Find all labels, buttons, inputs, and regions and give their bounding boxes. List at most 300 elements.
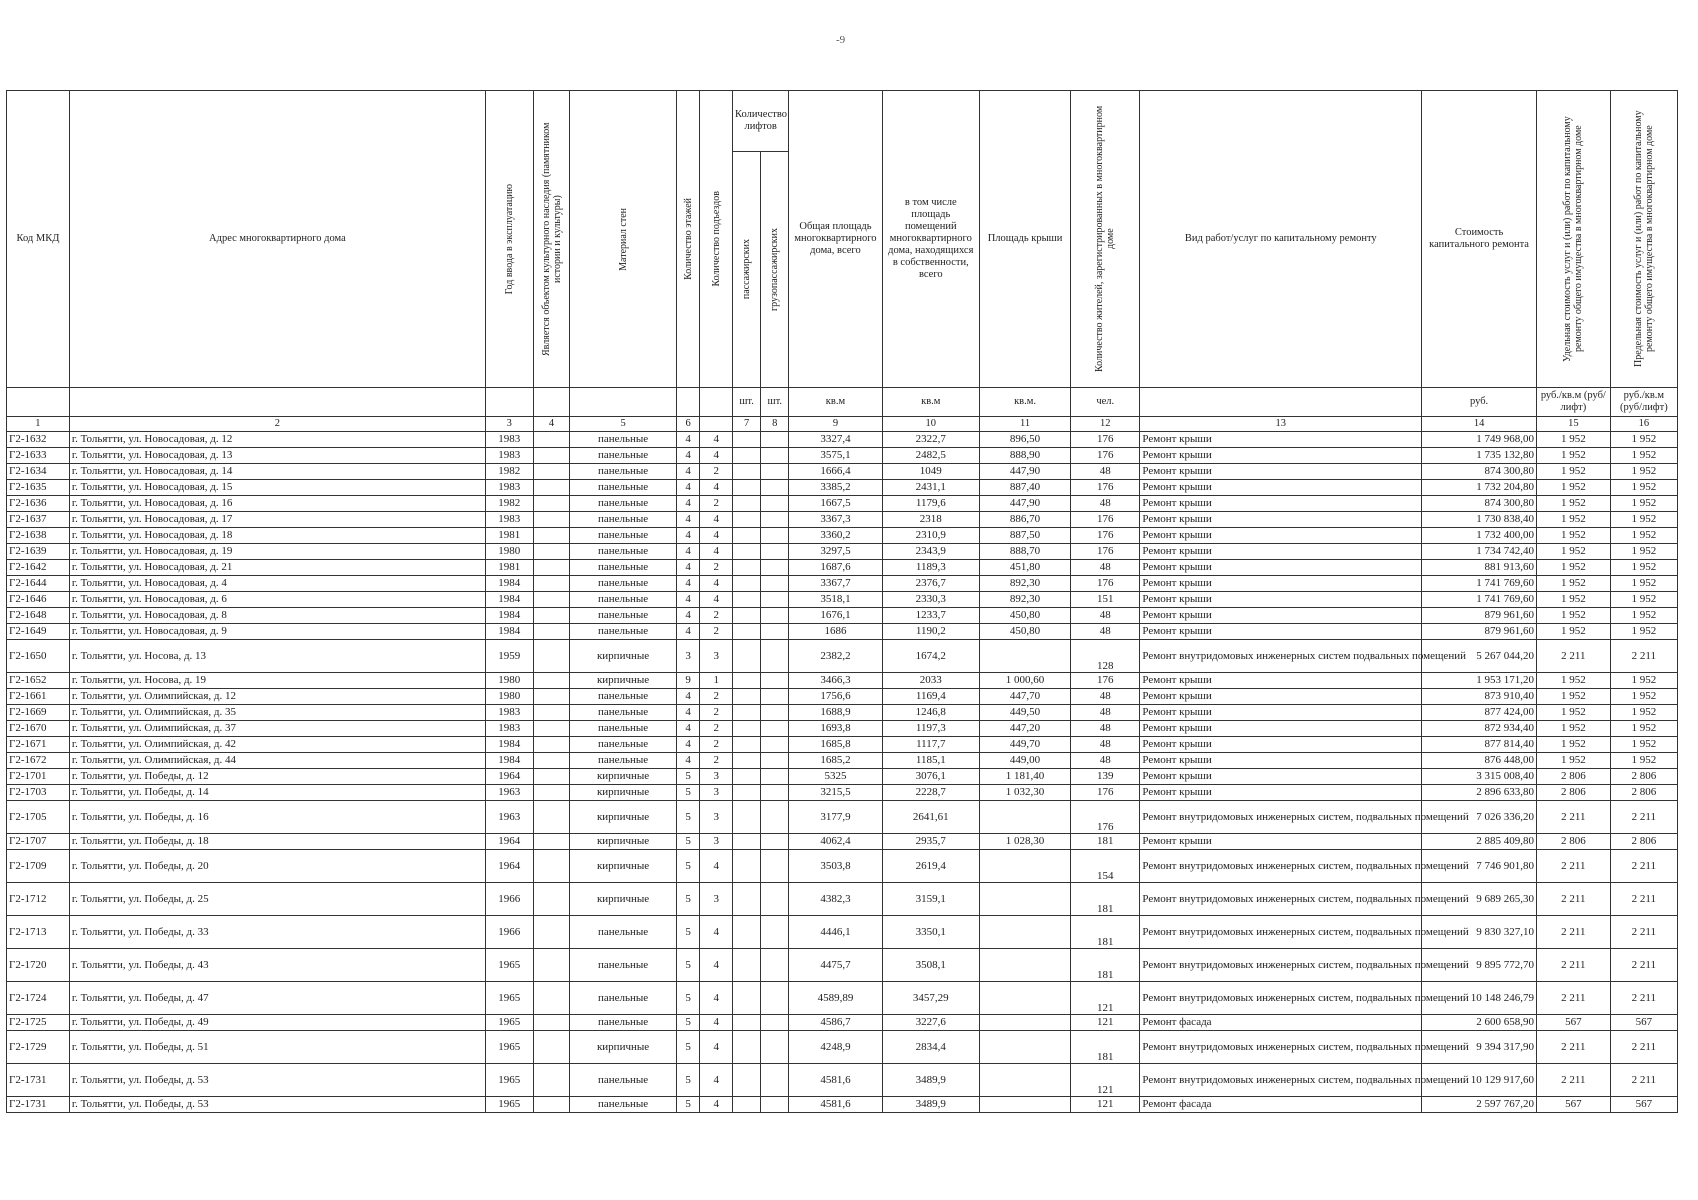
cell-material: кирпичные — [570, 834, 676, 850]
cell-lifts-passenger — [732, 528, 760, 544]
cell-heritage — [533, 1031, 570, 1064]
cell-heritage — [533, 448, 570, 464]
unit-max-cost: руб./кв.м (руб/лифт) — [1610, 388, 1677, 417]
cell-lifts-cargo — [761, 1015, 789, 1031]
cell-max-cost: 2 211 — [1610, 640, 1677, 673]
cell-lifts-cargo — [761, 753, 789, 769]
cell-year: 1983 — [485, 480, 533, 496]
cell-lifts-passenger — [732, 949, 760, 982]
table-row — [7, 640, 1678, 673]
cell-work-type: Ремонт фасада — [1140, 1097, 1422, 1113]
cell-address: г. Тольятти, ул. Победы, д. 33 — [69, 916, 485, 949]
cell-material: панельные — [570, 432, 676, 448]
cell-cost: 9 830 327,10 — [1422, 916, 1537, 949]
cell-cost: 9 394 317,90 — [1422, 1031, 1537, 1064]
cell-address: г. Тольятти, ул. Новосадовая, д. 16 — [69, 496, 485, 512]
cell-max-cost: 1 952 — [1610, 512, 1677, 528]
header-lifts-passenger: пассажирских — [732, 152, 760, 388]
cell-material: панельные — [570, 689, 676, 705]
cell-owned-area: 1049 — [882, 464, 980, 480]
cell-code: Г2-1639 — [7, 544, 70, 560]
cell-code: Г2-1661 — [7, 689, 70, 705]
cell-year: 1965 — [485, 1064, 533, 1097]
page-number-mark: -9 — [836, 34, 846, 46]
cell-total-area: 4446,1 — [789, 916, 882, 949]
cell-unit-cost: 1 952 — [1537, 480, 1611, 496]
cell-floors: 5 — [676, 916, 700, 949]
cell-year: 1963 — [485, 785, 533, 801]
cell-floors: 4 — [676, 576, 700, 592]
cell-entrances: 4 — [700, 448, 733, 464]
cell-cost: 9 895 772,70 — [1422, 949, 1537, 982]
cell-roof-area: 892,30 — [980, 576, 1071, 592]
cell-max-cost: 1 952 — [1610, 464, 1677, 480]
cell-work-type: Ремонт крыши — [1140, 785, 1422, 801]
cell-year: 1984 — [485, 753, 533, 769]
cell-residents: 48 — [1071, 737, 1140, 753]
cell-residents: 121 — [1071, 1015, 1140, 1031]
table-row — [7, 1015, 1678, 1031]
cell-heritage — [533, 480, 570, 496]
cell-year: 1966 — [485, 883, 533, 916]
cell-cost: 1 730 838,40 — [1422, 512, 1537, 528]
cell-floors: 4 — [676, 753, 700, 769]
cell-year: 1984 — [485, 624, 533, 640]
cell-address: г. Тольятти, ул. Новосадовая, д. 21 — [69, 560, 485, 576]
cell-roof-area: 450,80 — [980, 608, 1071, 624]
cell-unit-cost: 2 806 — [1537, 769, 1611, 785]
cell-material: панельные — [570, 705, 676, 721]
cell-total-area: 1756,6 — [789, 689, 882, 705]
cell-code: Г2-1724 — [7, 982, 70, 1015]
cell-entrances: 4 — [700, 432, 733, 448]
cell-roof-area: 887,40 — [980, 480, 1071, 496]
cell-work-type: Ремонт крыши — [1140, 512, 1422, 528]
cell-floors: 4 — [676, 592, 700, 608]
cell-address: г. Тольятти, ул. Олимпийская, д. 37 — [69, 721, 485, 737]
cell-work-type: Ремонт крыши — [1140, 480, 1422, 496]
cell-unit-cost: 1 952 — [1537, 592, 1611, 608]
cell-roof-area — [980, 850, 1071, 883]
cell-total-area: 4586,7 — [789, 1015, 882, 1031]
cell-lifts-passenger — [732, 883, 760, 916]
table-row — [7, 949, 1678, 982]
cell-cost: 1 741 769,60 — [1422, 576, 1537, 592]
header-work-type: Вид работ/услуг по капитальному ремонту — [1140, 91, 1422, 388]
column-number: 5 — [570, 417, 676, 432]
cell-lifts-cargo — [761, 640, 789, 673]
cell-entrances: 3 — [700, 785, 733, 801]
column-number: 9 — [789, 417, 882, 432]
cell-floors: 9 — [676, 673, 700, 689]
cell-year: 1980 — [485, 689, 533, 705]
cell-year: 1964 — [485, 834, 533, 850]
column-number: 1 — [7, 417, 70, 432]
cell-total-area: 4475,7 — [789, 949, 882, 982]
cell-total-area: 3360,2 — [789, 528, 882, 544]
cell-total-area: 3518,1 — [789, 592, 882, 608]
cell-max-cost: 1 952 — [1610, 544, 1677, 560]
cell-material: панельные — [570, 512, 676, 528]
cell-year: 1965 — [485, 1015, 533, 1031]
cell-entrances: 4 — [700, 1015, 733, 1031]
cell-owned-area: 2228,7 — [882, 785, 980, 801]
cell-owned-area: 2318 — [882, 512, 980, 528]
cell-material: панельные — [570, 753, 676, 769]
cell-residents: 48 — [1071, 560, 1140, 576]
cell-lifts-passenger — [732, 1064, 760, 1097]
column-number: 14 — [1422, 417, 1537, 432]
cell-max-cost: 1 952 — [1610, 737, 1677, 753]
cell-unit-cost: 2 211 — [1537, 1031, 1611, 1064]
cell-year: 1983 — [485, 721, 533, 737]
cell-code: Г2-1701 — [7, 769, 70, 785]
cell-code: Г2-1644 — [7, 576, 70, 592]
cell-work-type: Ремонт крыши — [1140, 753, 1422, 769]
cell-cost: 1 734 742,40 — [1422, 544, 1537, 560]
cell-address: г. Тольятти, ул. Победы, д. 14 — [69, 785, 485, 801]
cell-work-type: Ремонт крыши — [1140, 528, 1422, 544]
cell-work-type: Ремонт крыши — [1140, 464, 1422, 480]
cell-year: 1984 — [485, 592, 533, 608]
cell-residents: 176 — [1071, 480, 1140, 496]
cell-work-type: Ремонт крыши — [1140, 576, 1422, 592]
unit-blank — [7, 388, 70, 417]
table-row — [7, 705, 1678, 721]
cell-owned-area: 2482,5 — [882, 448, 980, 464]
cell-residents: 121 — [1071, 1064, 1140, 1097]
cell-floors: 5 — [676, 785, 700, 801]
cell-floors: 4 — [676, 464, 700, 480]
table-row — [7, 544, 1678, 560]
cell-cost: 1 749 968,00 — [1422, 432, 1537, 448]
cell-cost: 2 896 633,80 — [1422, 785, 1537, 801]
cell-lifts-cargo — [761, 624, 789, 640]
cell-residents: 176 — [1071, 673, 1140, 689]
cell-floors: 4 — [676, 560, 700, 576]
cell-total-area: 3367,7 — [789, 576, 882, 592]
cell-unit-cost: 2 211 — [1537, 949, 1611, 982]
cell-roof-area — [980, 1064, 1071, 1097]
cell-lifts-passenger — [732, 448, 760, 464]
cell-year: 1980 — [485, 544, 533, 560]
cell-unit-cost: 1 952 — [1537, 512, 1611, 528]
cell-address: г. Тольятти, ул. Победы, д. 53 — [69, 1064, 485, 1097]
cell-heritage — [533, 528, 570, 544]
cell-roof-area: 447,90 — [980, 496, 1071, 512]
cell-address: г. Тольятти, ул. Победы, д. 47 — [69, 982, 485, 1015]
cell-max-cost: 1 952 — [1610, 689, 1677, 705]
cell-roof-area — [980, 1097, 1071, 1113]
cell-entrances: 3 — [700, 801, 733, 834]
cell-address: г. Тольятти, ул. Победы, д. 49 — [69, 1015, 485, 1031]
cell-entrances: 4 — [700, 592, 733, 608]
cell-cost: 877 424,00 — [1422, 705, 1537, 721]
cell-heritage — [533, 576, 570, 592]
cell-floors: 5 — [676, 769, 700, 785]
cell-material: кирпичные — [570, 673, 676, 689]
column-number: 3 — [485, 417, 533, 432]
cell-work-type: Ремонт внутридомовых инженерных систем, подвальных помещений — [1140, 982, 1422, 1015]
cell-residents: 181 — [1071, 1031, 1140, 1064]
unit-blank — [1140, 388, 1422, 417]
cell-heritage — [533, 496, 570, 512]
unit-residents: чел. — [1071, 388, 1140, 417]
cell-max-cost: 2 211 — [1610, 982, 1677, 1015]
cell-floors: 4 — [676, 496, 700, 512]
cell-lifts-cargo — [761, 1097, 789, 1113]
cell-owned-area: 3159,1 — [882, 883, 980, 916]
cell-lifts-passenger — [732, 592, 760, 608]
cell-floors: 4 — [676, 480, 700, 496]
cell-unit-cost: 1 952 — [1537, 753, 1611, 769]
table-row — [7, 608, 1678, 624]
cell-owned-area: 1169,4 — [882, 689, 980, 705]
cell-max-cost: 2 806 — [1610, 769, 1677, 785]
table-row — [7, 850, 1678, 883]
cell-floors: 5 — [676, 949, 700, 982]
cell-work-type: Ремонт крыши — [1140, 721, 1422, 737]
unit-blank — [700, 388, 733, 417]
cell-max-cost: 1 952 — [1610, 496, 1677, 512]
cell-work-type: Ремонт крыши — [1140, 496, 1422, 512]
cell-roof-area — [980, 640, 1071, 673]
header-address: Адрес многоквартирного дома — [69, 91, 485, 388]
cell-lifts-passenger — [732, 673, 760, 689]
cell-lifts-cargo — [761, 592, 789, 608]
cell-material: панельные — [570, 624, 676, 640]
header-lifts: Количество лифтов — [732, 91, 788, 152]
cell-residents: 121 — [1071, 982, 1140, 1015]
cell-cost: 881 913,60 — [1422, 560, 1537, 576]
cell-roof-area: 886,70 — [980, 512, 1071, 528]
cell-residents: 48 — [1071, 689, 1140, 705]
cell-total-area: 3503,8 — [789, 850, 882, 883]
cell-owned-area: 2376,7 — [882, 576, 980, 592]
cell-max-cost: 567 — [1610, 1097, 1677, 1113]
cell-total-area: 3177,9 — [789, 801, 882, 834]
cell-address: г. Тольятти, ул. Победы, д. 16 — [69, 801, 485, 834]
cell-code: Г2-1707 — [7, 834, 70, 850]
cell-heritage — [533, 753, 570, 769]
cell-address: г. Тольятти, ул. Новосадовая, д. 8 — [69, 608, 485, 624]
cell-total-area: 5325 — [789, 769, 882, 785]
cell-residents: 176 — [1071, 448, 1140, 464]
unit-lifts-passenger: шт. — [732, 388, 760, 417]
cell-total-area: 4248,9 — [789, 1031, 882, 1064]
cell-roof-area: 888,90 — [980, 448, 1071, 464]
cell-heritage — [533, 673, 570, 689]
cell-code: Г2-1712 — [7, 883, 70, 916]
cell-work-type: Ремонт крыши — [1140, 544, 1422, 560]
cell-unit-cost: 1 952 — [1537, 673, 1611, 689]
cell-floors: 4 — [676, 608, 700, 624]
cell-code: Г2-1637 — [7, 512, 70, 528]
cell-lifts-cargo — [761, 673, 789, 689]
cell-lifts-passenger — [732, 576, 760, 592]
cell-entrances: 2 — [700, 689, 733, 705]
cell-entrances: 2 — [700, 737, 733, 753]
cell-total-area: 3297,5 — [789, 544, 882, 560]
cell-heritage — [533, 916, 570, 949]
cell-owned-area: 2310,9 — [882, 528, 980, 544]
cell-roof-area: 449,70 — [980, 737, 1071, 753]
cell-owned-area: 1197,3 — [882, 721, 980, 737]
cell-max-cost: 1 952 — [1610, 592, 1677, 608]
cell-address: г. Тольятти, ул. Победы, д. 20 — [69, 850, 485, 883]
cell-cost: 879 961,60 — [1422, 608, 1537, 624]
cell-cost: 7 746 901,80 — [1422, 850, 1537, 883]
table-row — [7, 1031, 1678, 1064]
cell-heritage — [533, 512, 570, 528]
cell-floors: 5 — [676, 1031, 700, 1064]
cell-max-cost: 2 211 — [1610, 916, 1677, 949]
cell-unit-cost: 567 — [1537, 1015, 1611, 1031]
cell-residents: 48 — [1071, 464, 1140, 480]
cell-cost: 1 732 400,00 — [1422, 528, 1537, 544]
cell-max-cost: 1 952 — [1610, 721, 1677, 737]
unit-blank — [570, 388, 676, 417]
cell-floors: 4 — [676, 448, 700, 464]
column-number: 4 — [533, 417, 570, 432]
column-number: 11 — [980, 417, 1071, 432]
cell-cost: 9 689 265,30 — [1422, 883, 1537, 916]
cell-floors: 4 — [676, 737, 700, 753]
cell-year: 1980 — [485, 673, 533, 689]
header-material: Материал стен — [570, 91, 676, 388]
cell-floors: 4 — [676, 544, 700, 560]
cell-residents: 48 — [1071, 721, 1140, 737]
capital-repair-table — [6, 90, 1678, 1113]
cell-entrances: 2 — [700, 560, 733, 576]
cell-cost: 2 597 767,20 — [1422, 1097, 1537, 1113]
cell-lifts-cargo — [761, 769, 789, 785]
cell-cost: 7 026 336,20 — [1422, 801, 1537, 834]
cell-address: г. Тольятти, ул. Новосадовая, д. 19 — [69, 544, 485, 560]
cell-heritage — [533, 1097, 570, 1113]
cell-code: Г2-1632 — [7, 432, 70, 448]
cell-total-area: 3466,3 — [789, 673, 882, 689]
cell-floors: 3 — [676, 640, 700, 673]
cell-unit-cost: 2 806 — [1537, 785, 1611, 801]
cell-heritage — [533, 432, 570, 448]
header-residents: Количество жителей, зарегистрированных в многоквартирном доме — [1071, 91, 1140, 388]
cell-unit-cost: 2 211 — [1537, 801, 1611, 834]
cell-owned-area: 1674,2 — [882, 640, 980, 673]
unit-blank — [69, 388, 485, 417]
cell-max-cost: 1 952 — [1610, 528, 1677, 544]
cell-entrances: 4 — [700, 850, 733, 883]
header-heritage: Является объектом культурного наследия (памятником истории и культуры) — [533, 91, 570, 388]
column-number: 6 — [676, 417, 700, 432]
cell-entrances: 3 — [700, 883, 733, 916]
cell-entrances: 2 — [700, 624, 733, 640]
cell-unit-cost: 1 952 — [1537, 721, 1611, 737]
cell-material: панельные — [570, 949, 676, 982]
cell-residents: 128 — [1071, 640, 1140, 673]
cell-heritage — [533, 1064, 570, 1097]
cell-entrances: 4 — [700, 480, 733, 496]
cell-total-area: 1676,1 — [789, 608, 882, 624]
cell-address: г. Тольятти, ул. Олимпийская, д. 35 — [69, 705, 485, 721]
cell-residents: 181 — [1071, 949, 1140, 982]
cell-owned-area: 2330,3 — [882, 592, 980, 608]
cell-year: 1983 — [485, 705, 533, 721]
cell-roof-area: 1 032,30 — [980, 785, 1071, 801]
cell-work-type: Ремонт внутридомовых инженерных систем, подвальных помещений — [1140, 1064, 1422, 1097]
cell-owned-area: 3508,1 — [882, 949, 980, 982]
cell-lifts-passenger — [732, 982, 760, 1015]
cell-year: 1965 — [485, 982, 533, 1015]
cell-unit-cost: 1 952 — [1537, 432, 1611, 448]
cell-floors: 5 — [676, 834, 700, 850]
cell-max-cost: 1 952 — [1610, 753, 1677, 769]
cell-owned-area: 2033 — [882, 673, 980, 689]
cell-lifts-cargo — [761, 560, 789, 576]
cell-cost: 877 814,40 — [1422, 737, 1537, 753]
header-year: Год ввода в эксплуатацию — [485, 91, 533, 388]
table-row — [7, 448, 1678, 464]
cell-material: панельные — [570, 1097, 676, 1113]
cell-code: Г2-1634 — [7, 464, 70, 480]
cell-address: г. Тольятти, ул. Победы, д. 51 — [69, 1031, 485, 1064]
cell-entrances: 4 — [700, 1097, 733, 1113]
cell-total-area: 1685,8 — [789, 737, 882, 753]
cell-work-type: Ремонт крыши — [1140, 769, 1422, 785]
cell-floors: 4 — [676, 689, 700, 705]
cell-roof-area: 1 181,40 — [980, 769, 1071, 785]
cell-floors: 5 — [676, 801, 700, 834]
cell-total-area: 4581,6 — [789, 1064, 882, 1097]
cell-material: панельные — [570, 528, 676, 544]
cell-total-area: 1693,8 — [789, 721, 882, 737]
cell-cost: 2 600 658,90 — [1422, 1015, 1537, 1031]
cell-unit-cost: 1 952 — [1537, 496, 1611, 512]
cell-work-type: Ремонт внутридомовых инженерных систем подвальных помещений — [1140, 640, 1422, 673]
cell-entrances: 2 — [700, 464, 733, 480]
cell-material: панельные — [570, 464, 676, 480]
cell-owned-area: 3227,6 — [882, 1015, 980, 1031]
cell-max-cost: 567 — [1610, 1015, 1677, 1031]
cell-lifts-passenger — [732, 785, 760, 801]
cell-owned-area: 1189,3 — [882, 560, 980, 576]
table-row — [7, 982, 1678, 1015]
cell-max-cost: 1 952 — [1610, 560, 1677, 576]
header-total-area: Общая площадь многоквартирного дома, всего — [789, 91, 882, 388]
cell-owned-area: 2641,61 — [882, 801, 980, 834]
cell-address: г. Тольятти, ул. Новосадовая, д. 9 — [69, 624, 485, 640]
cell-heritage — [533, 982, 570, 1015]
cell-heritage — [533, 1015, 570, 1031]
cell-max-cost: 2 806 — [1610, 785, 1677, 801]
cell-lifts-cargo — [761, 528, 789, 544]
cell-lifts-cargo — [761, 850, 789, 883]
cell-year: 1983 — [485, 512, 533, 528]
cell-roof-area — [980, 883, 1071, 916]
cell-residents: 154 — [1071, 850, 1140, 883]
cell-unit-cost: 1 952 — [1537, 737, 1611, 753]
cell-year: 1984 — [485, 737, 533, 753]
cell-year: 1963 — [485, 801, 533, 834]
cell-total-area: 2382,2 — [789, 640, 882, 673]
cell-lifts-cargo — [761, 480, 789, 496]
header-roof-area: Площадь крыши — [980, 91, 1071, 388]
cell-lifts-cargo — [761, 737, 789, 753]
cell-cost: 1 741 769,60 — [1422, 592, 1537, 608]
cell-heritage — [533, 834, 570, 850]
cell-owned-area: 2343,9 — [882, 544, 980, 560]
table-row — [7, 785, 1678, 801]
